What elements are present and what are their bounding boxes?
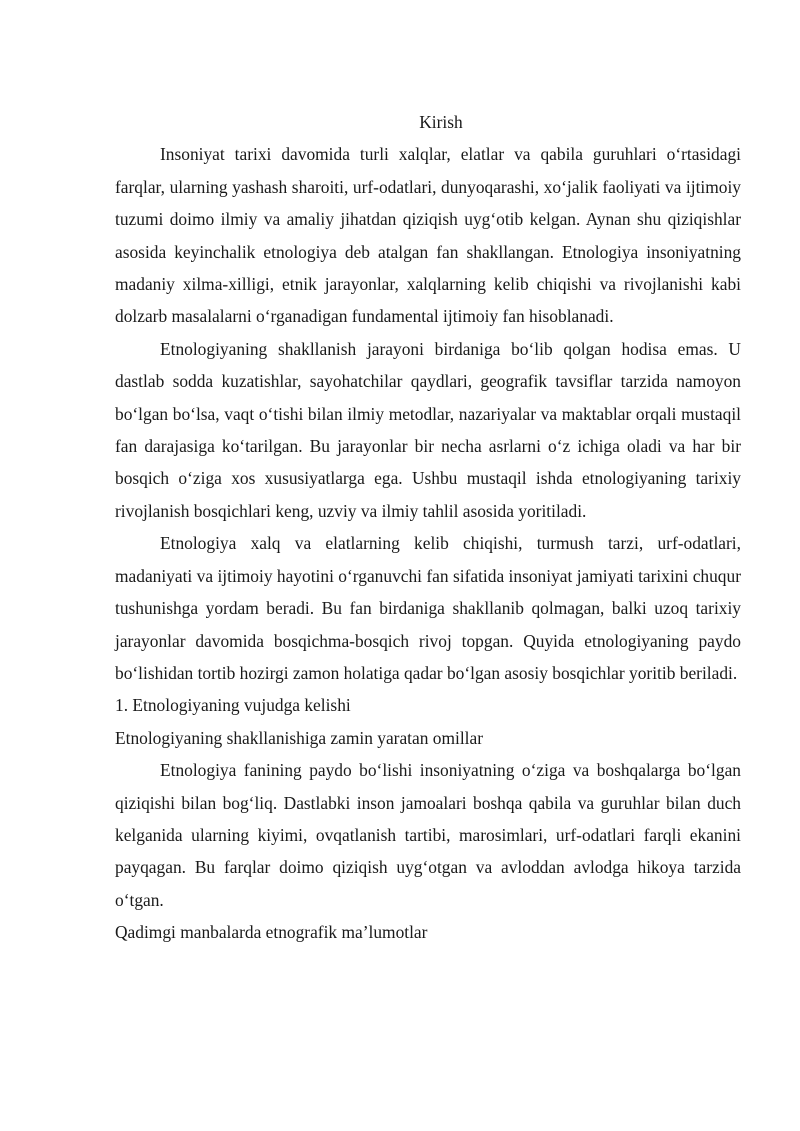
paragraph-intro: Insoniyat tarixi davomida turli xalqlar, elatlar va qabila guruhlari o‘rtasidagi farqlar, ularning yashash sharoiti, urf-odatlari, dunyoqarashi, xo‘jalik faoliyati va ijtimoiy tuzumi doimo ilmiy va amaliy jihatdan qiziqish uyg‘otib kelgan. Aynan shu qiziqishlar asosida keyinchalik etnologiya deb atalgan fan shakllangan. Etnologiya insoniyatning madaniy xilma-xilligi, etnik jarayonlar, xalqlarning kelib chiqishi va rivojlanishi kabi dolzarb masalalarni o‘rganadigan fundamental ijtimoiy fan hisoblanadi. [115, 144, 741, 327]
subsection-heading-ancient-sources: Qadimgi manbalarda etnografik ma’lumotlar [115, 922, 428, 943]
section-heading: 1. Etnologiyaning vujudga kelishi [115, 695, 351, 716]
document-page [115, 106, 741, 949]
paragraph-origins: Etnologiya fanining paydo bo‘lishi insoniyatning o‘ziga va boshqalarga bo‘lgan qiziqishi bilan bog‘liq. Dastlabki inson jamoalari boshqa qabila va guruhlar bilan duch kelganida ularning kiyimi, ovqatlanish tartibi, marosimlari, urf-odatlari farqli ekanini payqagan. Bu farqlar doimo qiziqish uyg‘otgan va avloddan avlodga hikoya tarzida o‘tgan. [115, 760, 741, 910]
page-title: Kirish [419, 112, 463, 132]
subsection-heading: Etnologiyaning shakllanishiga zamin yaratan omillar [115, 727, 484, 748]
paragraph-formation: Etnologiyaning shakllanish jarayoni birdaniga bo‘lib qolgan hodisa emas. U dastlab sodda kuzatishlar, sayohatchilar qaydlari, geografik tavsiflar tarzida namoyon bo‘lgan bo‘lsa, vaqt o‘tishi bilan ilmiy metodlar, nazariyalar va maktablar orqali mustaqil fan darajasiga ko‘tarilgan. Bu jarayonlar bir necha asrlarni o‘z ichiga oladi va har bir bosqich o‘ziga xos xususiyatlarga ega. Ushbu mustaqil ishda etnologiyaning tarixiy rivojlanish bosqichlari keng, uzviy va ilmiy tahlil asosida yoritiladi. [115, 338, 741, 521]
paragraph-overview: Etnologiya xalq va elatlarning kelib chiqishi, turmush tarzi, urf-odatlari, madaniyati va ijtimoiy hayotini o‘rganuvchi fan sifatida insoniyat jamiyati tarixini chuqur tushunishga yordam beradi. Bu fan birdaniga shakllanib qolmagan, balki uzoq tarixiy jarayonlar davomida bosqichma-bosqich rivoj topgan. Quyida etnologiyaning paydo bo‘lishidan tortib hozirgi zamon holatiga qadar bo‘lgan asosiy bosqichlar yoritib beriladi. [115, 533, 741, 683]
